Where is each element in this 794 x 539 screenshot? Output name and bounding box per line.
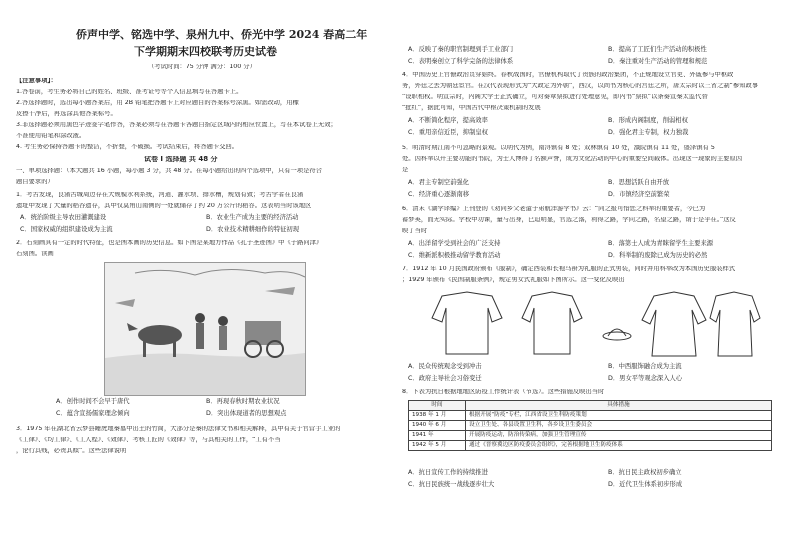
q1-option-c: C．国家权威的组织建设成为主流	[20, 226, 113, 233]
q3-stem: 《工律》、《均工律》、《工人程》、《效律》、考核工匠的《效律》等，与其相关的工作，“工有不当	[16, 437, 281, 443]
q4-option-d: D．强化君主专制，权力独裁	[608, 129, 689, 136]
q6-stem: 映了当时	[402, 228, 428, 234]
table-cell-time: 1942 年 5 月	[409, 441, 466, 451]
clothing-figure	[422, 288, 762, 360]
table-row	[409, 421, 772, 431]
stone-carving-figure	[104, 262, 306, 396]
stone-carving-drawing	[105, 263, 305, 395]
q1-option-d: D．农业技术精耕细作的特征初现	[206, 226, 300, 233]
q2-option-b: B．再现春秋时期农业状况	[206, 398, 280, 405]
q7-stem: 7．1912 年 10 月民国政府颁布《服制》，确定西装和长袍马褂为礼服的正式男装，同时并用科举改为本国历史服装样式	[402, 266, 736, 272]
section-intro: 题目要求的）	[16, 179, 54, 185]
q3-stem: 3．1975 年在湖北省云梦县睡虎地秦墓中出土的竹简，大部分是秦的法律文书和相关解释，其中有关于官营手工业的	[16, 426, 341, 432]
note-line: 皮擦干净后，再选涂其他答案标号。	[16, 111, 117, 117]
q1-option-b: B．农业生产成为主要的经济活动	[206, 214, 299, 221]
q1-stem: 遗址中发现了大量的稻谷遗存，其中仅莫角山南侧的一处就储存了约 20 万公斤的稻谷。这表明当时该地区	[16, 203, 312, 209]
q8-option-c: C．抗日民族统一战线逐步壮大	[408, 481, 495, 488]
table-row	[409, 411, 772, 421]
exam-info: （考试时间：75 分钟 满分：100 分）	[148, 64, 256, 70]
exam-title-line1: 侨声中学、铭选中学、泉州九中、侨光中学 2024 春高二年	[76, 29, 368, 40]
q8-option-d: D．近代卫生体系初步形成	[608, 481, 683, 488]
q8-option-a: A．抗日宣传工作的持续推进	[408, 469, 488, 476]
q6-option-d: D．科举制的废除已成为历史的必然	[608, 252, 708, 259]
q4-option-c: C．重用亲信近臣，抑制皇权	[408, 129, 488, 136]
table-row	[409, 441, 772, 451]
q7-option-a: A．民众传统观念受到冲击	[408, 363, 482, 370]
note-line: 不准使用铅笔和涂改液。	[16, 133, 86, 139]
q6-stem: 6．清末《湖学译编》上刊登的《劝同乡父老遣子弟航洋游学书》云：“同之报可惜您之科举的重要者，今已为	[402, 206, 706, 212]
note-line: 4. 考生务必保持答题卡的整洁，不折叠，不破损。考试结束后，将答题卡交回。	[16, 144, 239, 150]
table-header-time: 时间	[409, 401, 466, 411]
q2-option-a: A．创作时间不会早于唐代	[56, 398, 130, 405]
q5-option-c: C．经济重心逐渐南移	[408, 191, 470, 198]
q4-stem: 4．中国历史上官僚政治贯穿始终。春秋战国时，官僚机构取代了贵族的政治集团，不正规地设立官吏、外戚参与中枢政	[402, 72, 734, 78]
q3-option-a: A．反映了秦的职官制理到手工业部门	[408, 46, 514, 53]
q8-table	[408, 400, 772, 451]
note-line: 3.非选择题必须用黑色字迹签字笔作答，答案必须写在答题卡各题目指定区域内的相应位置上，写在本试卷上无效；	[16, 122, 337, 128]
q5-option-d: D．市镇经济空前繁荣	[608, 191, 670, 198]
q7-option-d: D．男女平等观念深入人心	[608, 375, 683, 382]
q2-option-d: D．突出体现道者的思想观点	[206, 410, 287, 417]
q3-option-b: B．提高了工匠们生产活动的积极性	[608, 46, 707, 53]
q4-stem: “批红”，据此可知，中国古代中枢决策机制的发展	[402, 105, 541, 111]
q2-stem: 2．石刻画具有一定的时代特征，也是图本画的历史信息。如下图是某地方作品《孔子圣迹图》中《子路问津》	[16, 240, 323, 246]
hat-drawing	[603, 329, 631, 340]
table-cell-time: 1938 年 1 月	[409, 411, 466, 421]
q4-option-b: B．形成内阁制度，削弱相权	[608, 117, 688, 124]
exam-title-line2: 下学期期末四校联考历史试卷	[134, 46, 277, 57]
table-cell-measure: 根据开展“防疫”专栏，江西省设卫生科防疫策划	[466, 411, 772, 421]
q2-stem: 石刻图。读画	[16, 251, 54, 257]
q7-option-c: C．政府主导社会习俗变迁	[408, 375, 482, 382]
q4-stem: 务，外廷之去为朝廷宦官。在汉代表现形式为“大政定为外朝”，西汉，以尚书为核心的宫廷之所，唐太宗时以三省之制“参知政事	[402, 83, 759, 89]
q6-option-a: A．出洋留学受到社会的广泛支持	[408, 240, 501, 247]
q4-option-a: A．不断简化程序，提高效率	[408, 117, 488, 124]
note-line: 1.答卷前，考生务必将自己的姓名、班级、准考证号等个人信息填写在答题卡上。	[16, 89, 243, 95]
coat-drawing-2	[522, 292, 582, 354]
robe-drawing-1	[642, 292, 706, 356]
q6-stem: 蓄梦英，而无实际。学校中功课，量与出身，已迫明显，官选之落，利得之路，学问之路，名望之路，谓于是乎在。”这反	[402, 217, 736, 223]
q7-stem: ；1929 年颁布《民国制服条例》，规定男女式礼服如下图所示。这一变化反映出	[402, 277, 625, 283]
q6-option-b: B．落第士人成为青睐留学生主要来源	[608, 240, 714, 247]
table-header-row	[409, 401, 772, 411]
robe-drawing-2	[710, 292, 760, 356]
q8-stem: 8．下表为抗日根据地地区防疫工作统计表（节选）。这些措施反映出当时	[402, 389, 605, 395]
q5-option-a: A．君主专制空前强化	[408, 179, 469, 186]
q3-option-d: D．秦注重对生产活动的管理和规范	[608, 58, 708, 65]
q5-option-b: B．思想活跃自由开放	[608, 179, 669, 186]
q5-stem: 处。因科举以升主要功能的书院，为士人博得了名额声誉，成为文化活动的中心的重要空间载体。出现这一现象的主要原因	[402, 156, 743, 162]
q6-option-c: C．维新派积极推动留学教育活动	[408, 252, 501, 259]
coat-drawing-1	[432, 292, 502, 354]
table-cell-time: 1940 年 6 月	[409, 421, 466, 431]
q5-stem: 是	[402, 167, 409, 173]
table-cell-measure: 开展防疫运动，防治传染病，加强卫生管理宣传	[466, 431, 772, 441]
q3-option-c: C．表明秦创立了科学完备的法律体系	[408, 58, 514, 65]
q1-stem: 1．考古发现，良渚古城周边存在大规模水利系统，河道、灌水坝、排水槽，规划有致；考古学者在良渚	[16, 192, 304, 198]
table-cell-measure: 设立卫生处、各县设置卫生科，各乡设卫生委员会	[466, 421, 772, 431]
table-header-measures: 具体措施	[466, 401, 772, 411]
q5-stem: 5．明清时期江南不可忽略的景观。以明代为例，南浔镇有 8 处；双林镇有 10 处，濮院镇有 11 处，盛泽镇有 5	[402, 145, 715, 151]
table-cell-measure: 通过《晋察冀边区防疫委员会组织》，完善根据地卫生防疫体系	[466, 441, 772, 451]
section-heading: 试卷 I 选择题 共 48 分	[144, 156, 218, 163]
q4-stem: ”设职相权。明宣宗时，内阁大学士正式确立，可对奏章票拟进行处理意见，即内书“票拟”以条奏宣秦太监代替	[402, 94, 708, 100]
section-intro: 一、单项选择题：（本大题共 16 小题，每小题 3 分，共 48 分。在每小题给出的四个选项中，只有一项是符合	[16, 168, 322, 174]
note-line: 2.答选择题时，选出每小题答案后，用 2B 铅笔把答题卡上对应题目的答案标号涂黑。如需改动，用橡	[16, 100, 299, 106]
table-row	[409, 431, 772, 441]
q2-option-c: C．蕴含宣扬儒家理念倾向	[56, 410, 130, 417]
q7-option-b: B．中西服饰融合成为主流	[608, 363, 682, 370]
notes-heading: 【注意事项】：	[16, 78, 57, 84]
table-cell-time: 1941 年	[409, 431, 466, 441]
q3-stem: ，论行其贱，必责其赎”。这些法律说明	[16, 448, 127, 454]
q8-option-b: B．抗日民主政权初步确立	[608, 469, 682, 476]
q1-option-a: A．统治阶级主导农田灌溉建设	[20, 214, 107, 221]
